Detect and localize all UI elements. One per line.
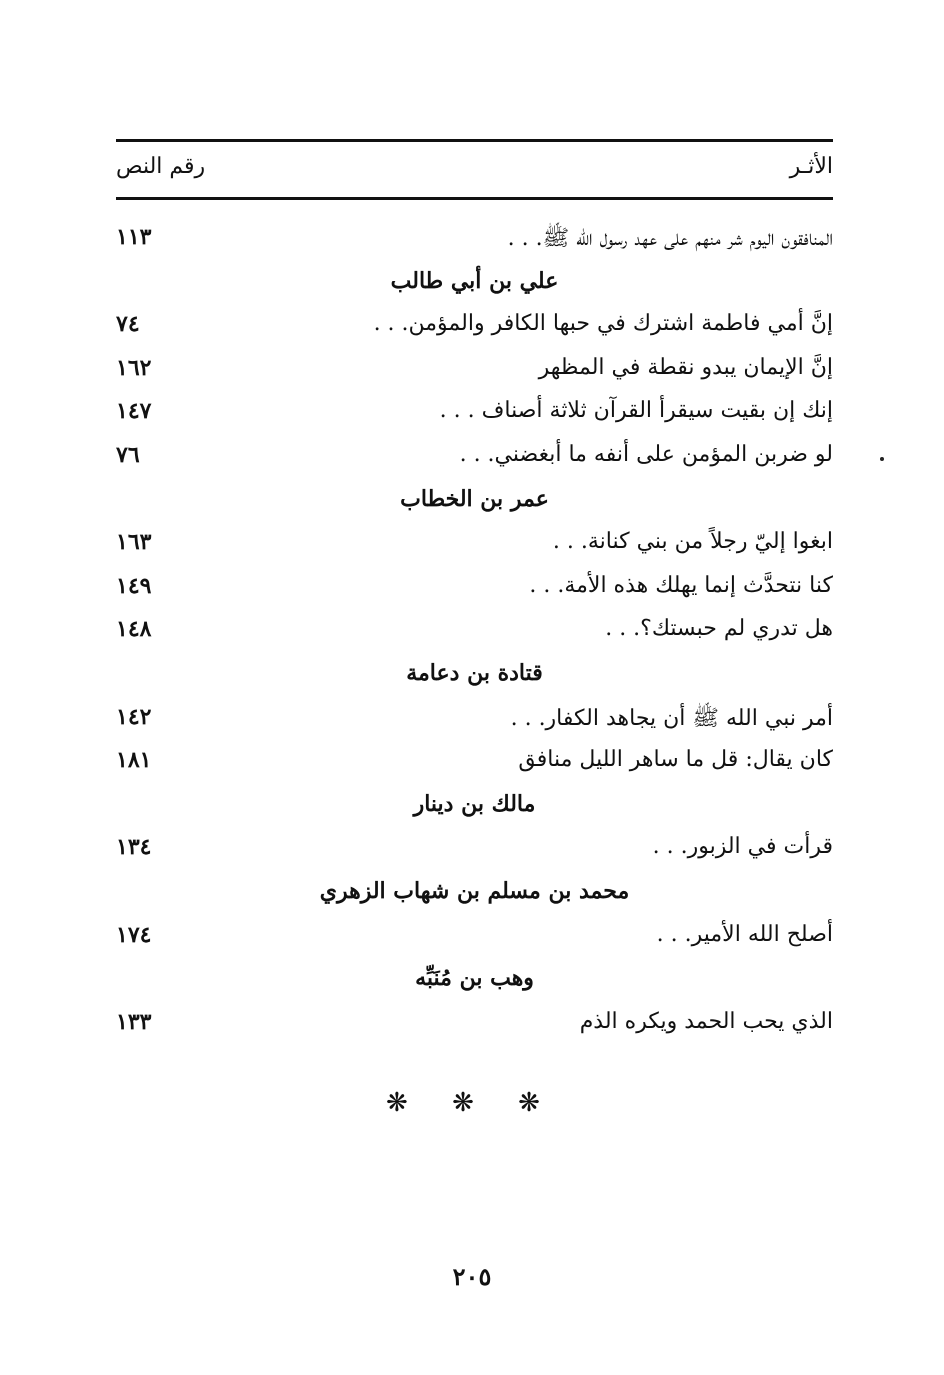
text-number: ١٤٢ — [116, 703, 152, 730]
narrator-name: علي بن أبي طالب — [390, 267, 559, 294]
text-number: ١٨١ — [116, 747, 152, 774]
index-entry — [116, 743, 833, 783]
page-number: ٢٠٥ — [452, 1262, 492, 1291]
athar-text: قرأت في الزبور. . . — [652, 834, 833, 860]
margin-dot — [880, 457, 884, 461]
index-entry — [116, 438, 833, 478]
narrator-heading — [116, 482, 833, 522]
narrator-heading — [116, 787, 833, 827]
section-separator: ❋ ❋ ❋ — [386, 1088, 558, 1118]
text-number-column-header: رقم النص — [116, 154, 206, 179]
narrator-heading — [116, 961, 833, 1001]
athar-text: المنافقون اليوم شر منهم على عهد رسول الله ﷺ. . . — [507, 226, 833, 251]
athar-column-header: الأثـر — [789, 154, 833, 179]
athar-text: إنَّ الإيمان يبدو نقطة في المظهر — [538, 354, 833, 380]
narrator-name: وهب بن مُنَبِّه — [415, 965, 534, 992]
text-number: ١٤٩ — [116, 572, 152, 599]
athar-text: ابغوا إليّ رجلاً من بني كنانة. . . — [552, 529, 833, 555]
text-number: ١٣٣ — [116, 1008, 152, 1035]
narrator-name: قتادة بن دعامة — [406, 660, 543, 686]
narrator-heading — [116, 874, 833, 914]
index-entry — [116, 1005, 833, 1045]
index-entry — [116, 918, 833, 958]
text-number: ١١٣ — [116, 224, 152, 250]
narrator-name: محمد بن مسلم بن شهاب الزهري — [319, 878, 630, 904]
text-number: ١٦٢ — [116, 354, 152, 381]
text-number: ١٧٤ — [116, 921, 152, 948]
text-number: ١٦٣ — [116, 529, 152, 556]
text-number: ١٣٤ — [116, 834, 152, 861]
athar-text: أصلح الله الأمير. . . — [656, 921, 833, 947]
text-number: ١٤٨ — [116, 616, 152, 643]
narrator-name: عمر بن الخطاب — [400, 485, 549, 512]
header-bottom-rule — [116, 197, 833, 200]
narrator-heading — [116, 656, 833, 696]
table-header — [116, 146, 833, 192]
athar-text: إنك إن بقيت سيقرأ القرآن ثلاثة أصناف . . . — [439, 398, 833, 424]
athar-text: إنَّ أمي فاطمة اشترك في حبها الكافر والمؤمن. . . — [373, 311, 833, 337]
top-rule — [116, 139, 833, 142]
athar-text: كنا نتحدَّث إنما يهلك هذه الأمة. . . — [529, 572, 833, 598]
text-number: ٧٦ — [116, 442, 140, 468]
text-number: ٧٤ — [116, 311, 140, 338]
index-entry — [116, 830, 833, 870]
narrator-heading — [116, 264, 833, 304]
index-entry — [116, 569, 833, 609]
index-entry — [116, 307, 833, 347]
athar-text: الذي يحب الحمد ويكره الذم — [579, 1008, 833, 1034]
index-entry — [116, 351, 833, 391]
narrator-name: مالك بن دينار — [413, 790, 536, 817]
athar-text: هل تدري لم حبستك؟. . . — [605, 616, 833, 642]
index-entry — [116, 220, 833, 260]
index-entry — [116, 612, 833, 652]
athar-text: كان يقال: قل ما ساهر الليل منافق — [518, 747, 833, 773]
athar-text: أمر نبي الله ﷺ أن يجاهد الكفار. . . — [510, 705, 833, 731]
athar-text: لو ضربن المؤمن على أنفه ما أبغضني. . . — [459, 442, 833, 467]
index-entry — [116, 525, 833, 565]
index-entry — [116, 394, 833, 434]
index-entry — [116, 700, 833, 740]
text-number: ١٤٧ — [116, 398, 152, 425]
